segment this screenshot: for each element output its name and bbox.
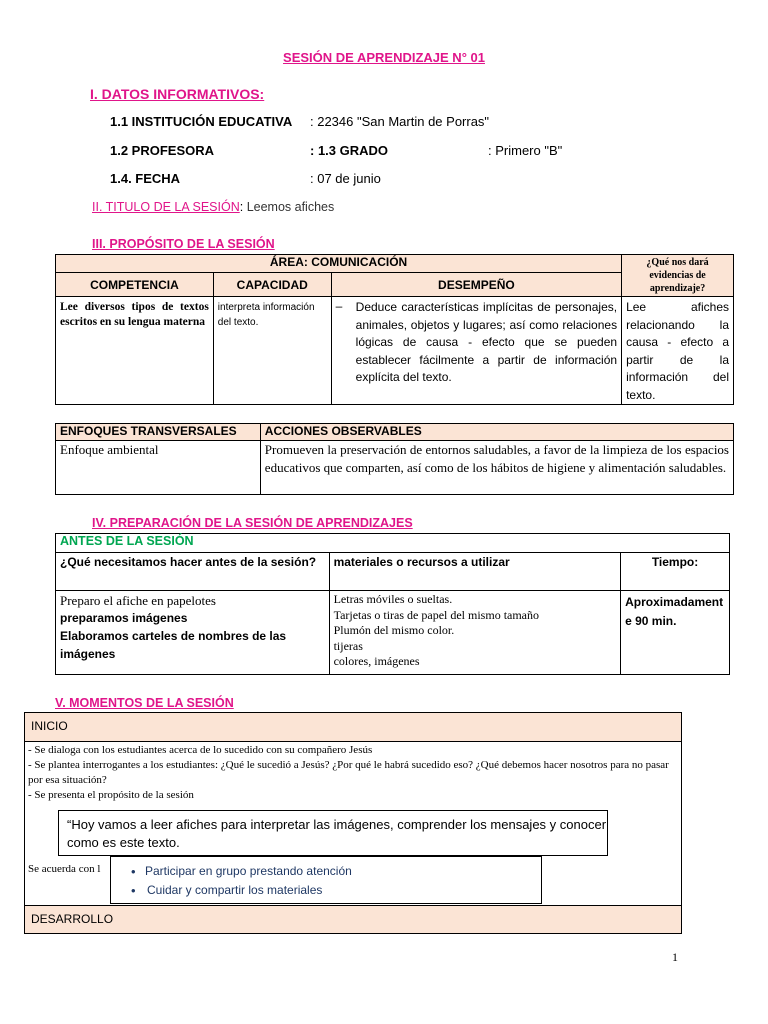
preparacion-table: [55, 533, 730, 675]
page-title: SESIÓN DE APRENDIZAJE N° 01: [283, 50, 485, 65]
momentos-box: [24, 712, 682, 934]
evidencia-cell: Lee afiches relacionando la causa - efecto a partir de la información del texto.: [622, 297, 734, 405]
inicio-paragraph: - Se plantea interrogantes a los estudiantes: ¿Qué le sucedió a Jesús? ¿Por qué le habrá sucedido eso? ¿Qué debemos hacer nosotros para no pasar por esa situación?: [28, 759, 669, 786]
desempeno-text: Deduce características implícitas de personajes, animales, objetos y lugares; así como relaciones lógicas de causa - efecto que se pueden establecer fácilmente a partir de información explícita del texto.: [355, 300, 618, 384]
desempeno-cell: [331, 297, 621, 405]
acuerdo-item: • Participar en grupo prestando atención: [145, 862, 541, 881]
proposito-table: [55, 254, 734, 405]
enfoques-header: ENFOQUES TRANSVERSALES: [56, 424, 261, 441]
antes-header: ANTES DE LA SESIÓN: [56, 534, 730, 553]
proposito-quote: “Hoy vamos a leer afiches para interpretar las imágenes, comprender los mensajes y conocer como es este texto.: [58, 810, 608, 856]
section-2-value: Leemos afiches: [243, 200, 335, 214]
material-item: tijeras: [333, 638, 363, 653]
inicio-paragraph: - Se dialoga con los estudiantes acerca de lo sucedido con su compañero Jesús: [28, 744, 373, 756]
section-1-heading: I. DATOS INFORMATIVOS:: [90, 86, 265, 102]
materiales-cell: [329, 591, 621, 675]
competencia-cell: Lee diversos tipos de textos escritos en su lengua materna: [56, 297, 214, 405]
desempeno-dash: –: [335, 299, 343, 313]
section-2-line: [92, 200, 334, 214]
desarrollo-header: DESARROLLO: [25, 905, 681, 933]
material-item: Tarjetas o tiras de papel del mismo tamaño: [333, 607, 540, 622]
enfoque-cell: Enfoque ambiental: [56, 441, 261, 495]
page-number: 1: [672, 950, 678, 964]
section-2-heading: II. TITULO DE LA SESIÓN: [92, 200, 240, 214]
inicio-header: INICIO: [25, 713, 681, 742]
material-item: Letras móviles o sueltas.: [333, 592, 453, 606]
grado-value: : Primero "B": [488, 143, 563, 158]
acciones-header: ACCIONES OBSERVABLES: [260, 424, 733, 441]
area-header: ÁREA: COMUNICACIÓN: [56, 255, 622, 273]
material-item: colores, imágenes: [333, 654, 420, 669]
materiales-header: materiales o recursos a utilizar: [329, 553, 621, 591]
hacer-item-3: Elaboramos carteles de nombres de las imágenes: [60, 629, 287, 661]
section-3-heading: III. PROPÓSITO DE LA SESIÓN: [92, 237, 275, 251]
capacidad-header: CAPACIDAD: [213, 273, 331, 297]
grado-label: : 1.3 GRADO: [310, 143, 389, 158]
tiempo-cell: Aproximadamente 90 min.: [621, 591, 730, 675]
material-item: Plumón del mismo color.: [333, 623, 455, 638]
que-hacer-header: ¿Qué necesitamos hacer antes de la sesión?: [56, 553, 330, 591]
institucion-label: 1.1 INSTITUCIÓN EDUCATIVA: [110, 114, 293, 129]
evidencias-header: ¿Qué nos dará evidencias de aprendizaje?: [622, 255, 734, 297]
acuerda-text: Se acuerda con l: [28, 863, 101, 875]
enfoques-table: [55, 423, 734, 495]
competencia-header: COMPETENCIA: [56, 273, 214, 297]
hacer-item-2: preparamos imágenes: [60, 611, 188, 625]
tiempo-header: Tiempo:: [621, 553, 730, 591]
acuerdos-box: [110, 856, 542, 904]
institucion-value: : 22346 "San Martin de Porras": [310, 114, 490, 129]
section-5-heading: V. MOMENTOS DE LA SESIÓN: [55, 696, 234, 710]
inicio-paragraph: - Se presenta el propósito de la sesión: [28, 789, 194, 801]
que-hacer-cell: [56, 591, 330, 675]
desempeno-header: DESEMPEÑO: [331, 273, 621, 297]
profesora-label: 1.2 PROFESORA: [110, 143, 215, 158]
fecha-value: : 07 de junio: [310, 171, 381, 186]
capacidad-cell: interpreta información del texto.: [213, 297, 331, 405]
fecha-label: 1.4. FECHA: [110, 171, 181, 186]
accion-cell: Promueven la preservación de entornos saludables, a favor de la limpieza de los espacios educativos que comparten, así como de los hábitos de higiene y alimentación saludables.: [260, 441, 733, 495]
acuerdo-item: • Cuidar y compartir los materiales: [145, 881, 541, 900]
section-2-colon: :: [239, 200, 244, 214]
section-4-heading: IV. PREPARACIÓN DE LA SESIÓN DE APRENDIZAJES: [92, 516, 413, 530]
hacer-item-1: Preparo el afiche en papelotes: [60, 593, 216, 608]
